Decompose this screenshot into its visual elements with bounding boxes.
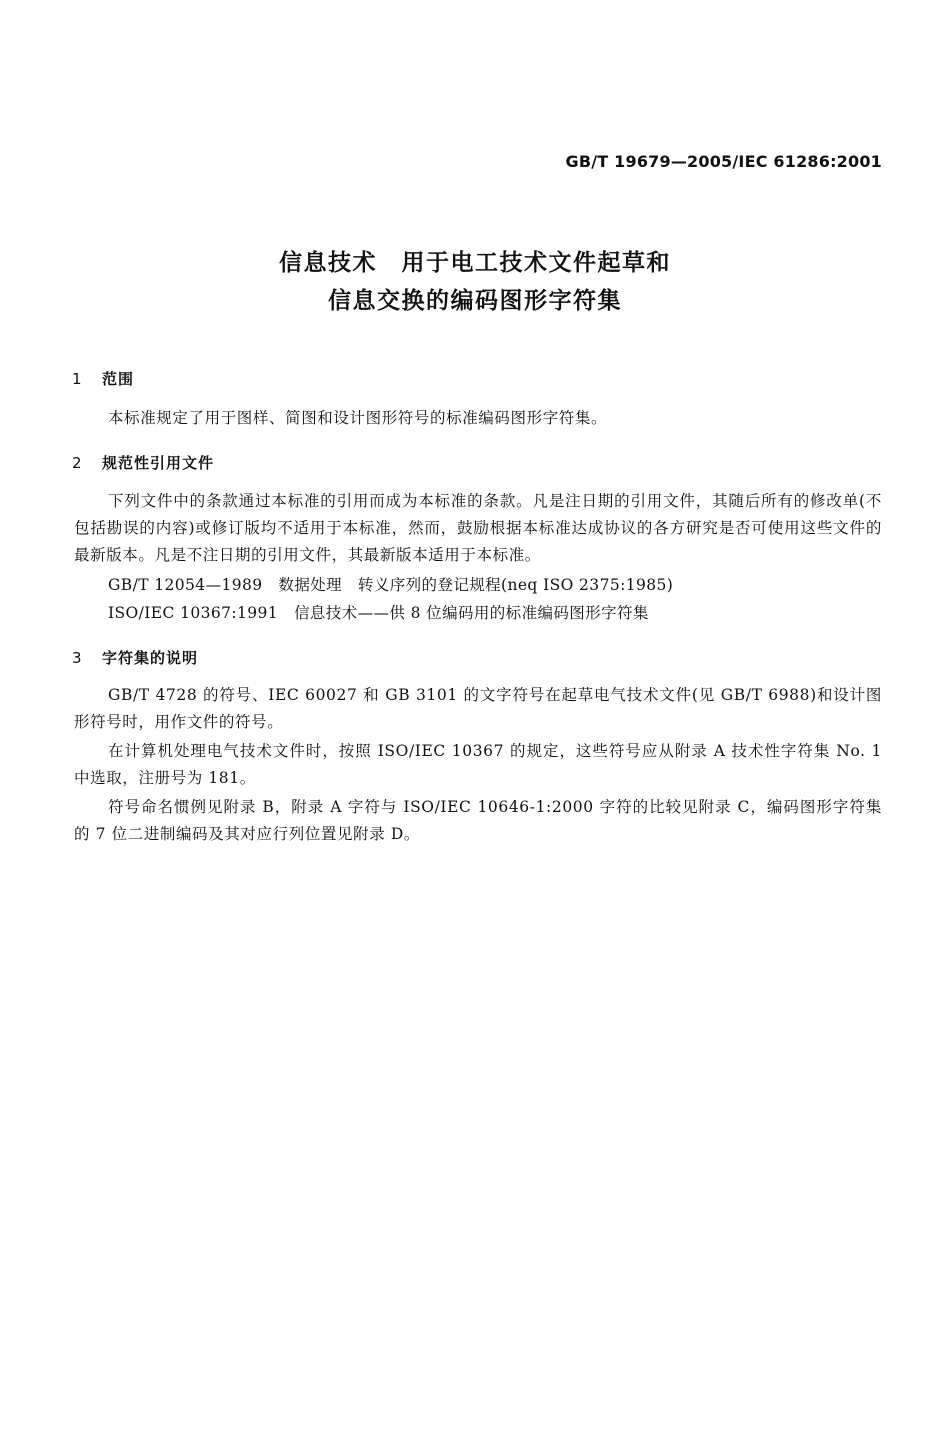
section-number: 1 — [72, 370, 83, 388]
section-title: 范围 — [102, 370, 135, 388]
section-1-heading — [72, 368, 134, 389]
section-title: 规范性引用文件 — [102, 454, 215, 472]
section-3-heading — [72, 647, 198, 668]
section-3-paragraph-3: 符号命名惯例见附录 B，附录 A 字符与 ISO/IEC 10646-1:2000 字符的比较见附录 C，编码图形字符集的 7 位二进制编码及其对应行列位置见附录 D。 — [74, 798, 882, 843]
section-1-paragraph-1: 本标准规定了用于图样、简图和设计图形符号的标准编码图形字符集。 — [108, 409, 608, 427]
section-3-paragraph-1: GB/T 4728 的符号、IEC 60027 和 GB 3101 的文字符号在起草电气技术文件(见 GB/T 6988)和设计图形符号时，用作文件的符号。 — [74, 686, 882, 731]
section-number: 2 — [72, 454, 83, 472]
section-number: 3 — [72, 649, 83, 667]
title-line-1: 信息技术 用于电工技术文件起草和 — [279, 250, 671, 276]
section-2-paragraph-1: 下列文件中的条款通过本标准的引用而成为本标准的条款。凡是注日期的引用文件，其随后所有的修改单(不包括勘误的内容)或修订版均不适用于本标准，然而，鼓励根据本标准达成协议的各方研究是否可使用这些文件的最新版本。凡是不注日期的引用文件，其最新版本适用于本标准。 — [74, 492, 882, 564]
normative-reference-2: ISO/IEC 10367:1991 信息技术——供 8 位编码用的标准编码图形字符集 — [108, 604, 649, 622]
standard-code: GB/T 19679—2005/IEC 61286:2001 — [565, 152, 882, 171]
document-title — [0, 244, 950, 320]
normative-reference-1: GB/T 12054—1989 数据处理 转义序列的登记规程(neq ISO 2375:1985) — [108, 576, 674, 594]
section-3-paragraph-2: 在计算机处理电气技术文件时，按照 ISO/IEC 10367 的规定，这些符号应从附录 A 技术性字符集 No. 1 中选取，注册号为 181。 — [74, 742, 882, 787]
title-line-2: 信息交换的编码图形字符集 — [328, 288, 622, 314]
section-2-heading — [72, 452, 214, 473]
section-title: 字符集的说明 — [102, 649, 199, 667]
